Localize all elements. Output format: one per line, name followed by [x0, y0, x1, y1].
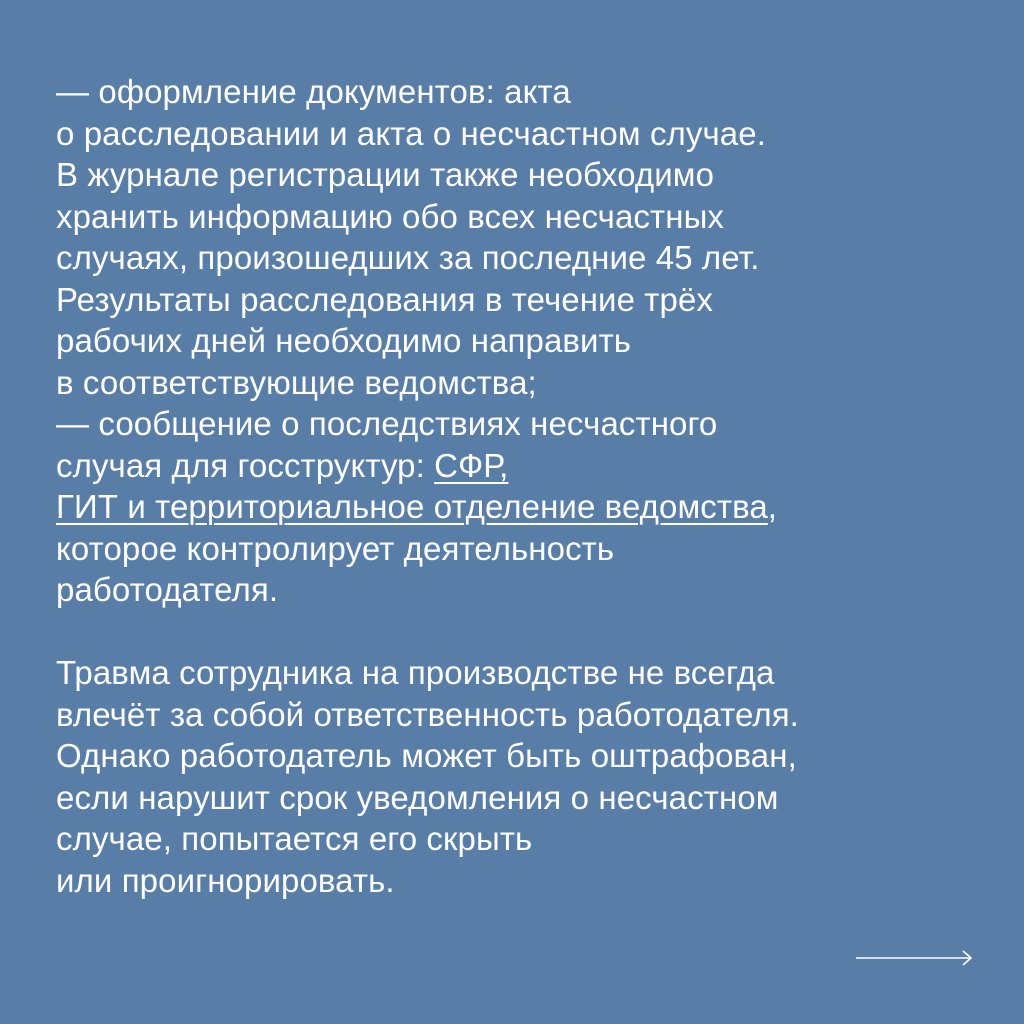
text-line: Результаты расследования в течение трёх: [56, 280, 714, 318]
agencies-link-part-1[interactable]: СФР,: [434, 446, 509, 484]
text-line: хранить информацию обо всех несчастных: [56, 197, 724, 235]
paragraph-gap: [56, 611, 986, 653]
paragraph-procedure: [56, 71, 986, 611]
text-line: Однако работодатель может быть оштрафован,: [56, 737, 797, 774]
arrow-right-icon[interactable]: [856, 947, 974, 969]
text-line: Травма сотрудника на производстве не всегда: [56, 654, 775, 691]
text-line: — оформление документов: акта: [56, 73, 571, 110]
text-line: в соответствующие ведомства;: [56, 363, 537, 401]
agencies-link-part-2[interactable]: ГИТ и территориальное отделение ведомства: [56, 488, 768, 525]
text-line: работодателя.: [56, 571, 279, 608]
text-line: о расследовании и акта о несчастном случае.: [56, 114, 766, 152]
link-prefix-text: случая для госструктур:: [56, 446, 435, 484]
text-line-with-link: [56, 445, 986, 487]
text-line: влечёт за собой ответственность работодателя.: [56, 695, 799, 733]
text-line: — сообщение о последствиях несчастного: [56, 405, 718, 442]
text-line-with-link: [56, 486, 986, 528]
text-line: рабочих дней необходимо направить: [56, 322, 632, 359]
text-line: случаях, произошедших за последние 45 лет.: [56, 239, 760, 276]
slide-text: [56, 71, 986, 901]
text-line: которое контролирует деятельность: [56, 529, 615, 567]
text-line: В журнале регистрации также необходимо: [56, 156, 715, 193]
text-line: если нарушит срок уведомления о несчастном: [56, 778, 779, 816]
paragraph-liability: [56, 652, 986, 901]
text-line: или проигнорировать.: [56, 861, 395, 899]
link-suffix-text: ,: [767, 488, 778, 525]
text-line: случае, попытается его скрыть: [56, 820, 533, 857]
